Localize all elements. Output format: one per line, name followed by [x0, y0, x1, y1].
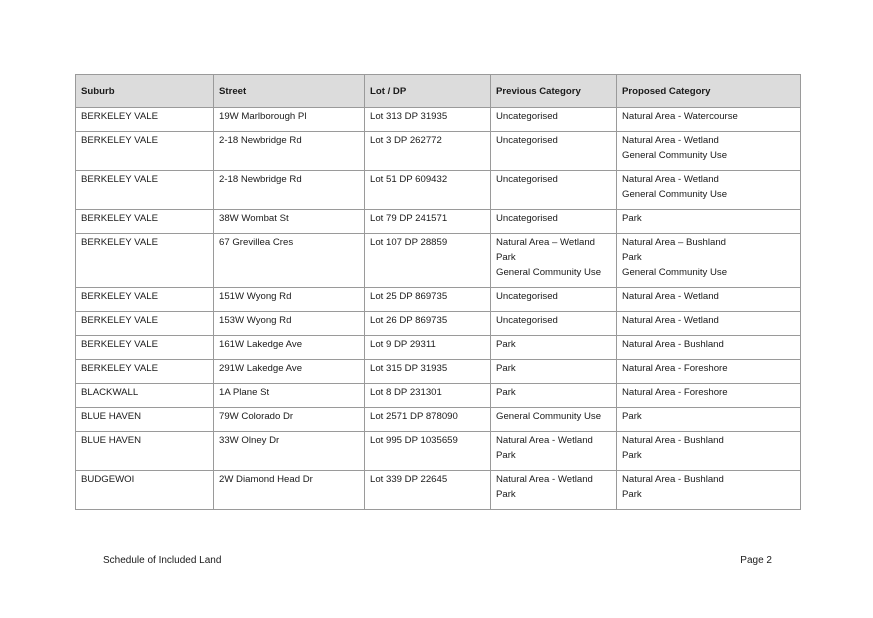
cell-text: BLUE HAVEN — [81, 411, 142, 422]
header-proposed-category: Proposed Category — [617, 75, 801, 108]
cell-text: Lot 107 DP 28859 — [370, 237, 448, 248]
cell-text: 33W Olney Dr — [219, 435, 280, 446]
cell-text: Park — [622, 411, 642, 422]
cell-text: 291W Lakedge Ave — [219, 363, 303, 374]
cell-text: Uncategorised — [496, 174, 558, 185]
cell-previous-category — [491, 312, 617, 336]
cell-text: Park — [496, 489, 516, 500]
cell-lot-dp — [365, 288, 491, 312]
cell-lot-dp — [365, 132, 491, 171]
cell-suburb — [76, 108, 214, 132]
cell-text: Lot 79 DP 241571 — [370, 213, 448, 224]
cell-text: Natural Area - Wetland — [496, 435, 593, 446]
cell-suburb — [76, 210, 214, 234]
header-lot-dp: Lot / DP — [365, 75, 491, 108]
footer-document-title: Schedule of Included Land — [103, 555, 222, 566]
table-body — [76, 108, 801, 510]
cell-text: Uncategorised — [496, 213, 558, 224]
cell-previous-category — [491, 132, 617, 171]
cell-text: Natural Area - Wetland — [622, 135, 719, 146]
cell-proposed-category — [617, 360, 801, 384]
table-row — [76, 360, 801, 384]
cell-suburb — [76, 360, 214, 384]
cell-previous-category — [491, 108, 617, 132]
cell-suburb — [76, 384, 214, 408]
cell-lot-dp — [365, 384, 491, 408]
cell-text: 19W Marlborough Pl — [219, 111, 307, 122]
cell-text: Park — [496, 387, 516, 398]
cell-text: Lot 51 DP 609432 — [370, 174, 448, 185]
cell-proposed-category — [617, 312, 801, 336]
cell-text: Natural Area - Foreshore — [622, 363, 728, 374]
cell-text: Natural Area – Wetland — [496, 237, 596, 248]
cell-street — [214, 432, 365, 471]
cell-street — [214, 408, 365, 432]
cell-previous-category — [491, 336, 617, 360]
table-row — [76, 336, 801, 360]
cell-previous-category — [491, 471, 617, 510]
cell-text: Natural Area - Watercourse — [622, 111, 738, 122]
cell-text: Lot 8 DP 231301 — [370, 387, 442, 398]
cell-text: 2-18 Newbridge Rd — [219, 174, 302, 185]
cell-text: BERKELEY VALE — [81, 339, 158, 350]
cell-proposed-category — [617, 171, 801, 210]
cell-text: Park — [496, 450, 516, 461]
cell-previous-category — [491, 234, 617, 288]
cell-previous-category — [491, 360, 617, 384]
cell-text: BERKELEY VALE — [81, 363, 158, 374]
cell-suburb — [76, 234, 214, 288]
cell-proposed-category — [617, 336, 801, 360]
cell-text: Natural Area - Bushland — [622, 435, 724, 446]
cell-suburb — [76, 336, 214, 360]
cell-text: 67 Grevillea Cres — [219, 237, 294, 248]
cell-street — [214, 171, 365, 210]
header-suburb: Suburb — [76, 75, 214, 108]
cell-text: Park — [622, 252, 642, 263]
cell-text: Uncategorised — [496, 135, 558, 146]
table-row — [76, 108, 801, 132]
cell-street — [214, 471, 365, 510]
header-street: Street — [214, 75, 365, 108]
cell-text: General Community Use — [622, 150, 728, 161]
cell-street — [214, 234, 365, 288]
cell-text: BLUE HAVEN — [81, 435, 142, 446]
cell-street — [214, 312, 365, 336]
cell-text: Park — [496, 363, 516, 374]
cell-suburb — [76, 408, 214, 432]
footer-page-number: Page 2 — [740, 555, 772, 566]
cell-lot-dp — [365, 432, 491, 471]
cell-text: Uncategorised — [496, 315, 558, 326]
cell-street — [214, 108, 365, 132]
cell-previous-category — [491, 171, 617, 210]
cell-text: Lot 26 DP 869735 — [370, 315, 448, 326]
cell-text: Uncategorised — [496, 111, 558, 122]
cell-text: General Community Use — [496, 267, 602, 278]
cell-previous-category — [491, 288, 617, 312]
cell-proposed-category — [617, 408, 801, 432]
cell-proposed-category — [617, 384, 801, 408]
cell-text: 151W Wyong Rd — [219, 291, 292, 302]
cell-text: BERKELEY VALE — [81, 213, 158, 224]
cell-text: BERKELEY VALE — [81, 315, 158, 326]
cell-text: Park — [496, 339, 516, 350]
table-row — [76, 210, 801, 234]
cell-text: Lot 9 DP 29311 — [370, 339, 436, 350]
cell-text: BERKELEY VALE — [81, 111, 158, 122]
cell-text: Natural Area - Wetland — [622, 174, 719, 185]
cell-street — [214, 210, 365, 234]
cell-suburb — [76, 171, 214, 210]
cell-street — [214, 384, 365, 408]
cell-text: Lot 315 DP 31935 — [370, 363, 448, 374]
cell-text: BERKELEY VALE — [81, 291, 158, 302]
cell-text: General Community Use — [496, 411, 602, 422]
cell-previous-category — [491, 384, 617, 408]
cell-text: Lot 339 DP 22645 — [370, 474, 448, 485]
cell-previous-category — [491, 210, 617, 234]
cell-text: General Community Use — [622, 267, 728, 278]
cell-proposed-category — [617, 132, 801, 171]
cell-lot-dp — [365, 234, 491, 288]
included-land-table — [75, 74, 801, 510]
cell-text: General Community Use — [622, 189, 728, 200]
cell-suburb — [76, 288, 214, 312]
cell-proposed-category — [617, 234, 801, 288]
table-header — [76, 75, 801, 108]
cell-lot-dp — [365, 312, 491, 336]
cell-previous-category — [491, 408, 617, 432]
cell-lot-dp — [365, 360, 491, 384]
cell-street — [214, 132, 365, 171]
header-previous-category: Previous Category — [491, 75, 617, 108]
table-header-row — [76, 75, 801, 108]
cell-previous-category — [491, 432, 617, 471]
cell-text: 79W Colorado Dr — [219, 411, 294, 422]
table-row — [76, 408, 801, 432]
cell-text: Park — [622, 213, 642, 224]
cell-text: 2-18 Newbridge Rd — [219, 135, 302, 146]
cell-lot-dp — [365, 108, 491, 132]
cell-proposed-category — [617, 210, 801, 234]
cell-text: Natural Area – Bushland — [622, 237, 726, 248]
cell-text: Natural Area - Wetland — [496, 474, 593, 485]
cell-text: Natural Area - Wetland — [622, 315, 719, 326]
cell-street — [214, 288, 365, 312]
cell-text: Natural Area - Wetland — [622, 291, 719, 302]
cell-suburb — [76, 432, 214, 471]
cell-lot-dp — [365, 471, 491, 510]
cell-suburb — [76, 132, 214, 171]
table-row — [76, 234, 801, 288]
cell-text: BERKELEY VALE — [81, 174, 158, 185]
table-row — [76, 171, 801, 210]
cell-lot-dp — [365, 408, 491, 432]
table-row — [76, 312, 801, 336]
table-row — [76, 384, 801, 408]
cell-street — [214, 336, 365, 360]
cell-text: Natural Area - Bushland — [622, 474, 724, 485]
cell-street — [214, 360, 365, 384]
cell-text: BERKELEY VALE — [81, 135, 158, 146]
cell-text: Lot 995 DP 1035659 — [370, 435, 458, 446]
cell-suburb — [76, 312, 214, 336]
cell-text: 1A Plane St — [219, 387, 270, 398]
cell-suburb — [76, 471, 214, 510]
cell-proposed-category — [617, 432, 801, 471]
cell-text: Lot 25 DP 869735 — [370, 291, 448, 302]
table-row — [76, 432, 801, 471]
cell-lot-dp — [365, 210, 491, 234]
cell-text: BLACKWALL — [81, 387, 139, 398]
cell-text: BERKELEY VALE — [81, 237, 158, 248]
cell-text: 161W Lakedge Ave — [219, 339, 303, 350]
cell-text: 2W Diamond Head Dr — [219, 474, 313, 485]
cell-text: Natural Area - Foreshore — [622, 387, 728, 398]
cell-text: Uncategorised — [496, 291, 558, 302]
cell-lot-dp — [365, 336, 491, 360]
cell-proposed-category — [617, 108, 801, 132]
table-row — [76, 288, 801, 312]
cell-proposed-category — [617, 471, 801, 510]
cell-text: Natural Area - Bushland — [622, 339, 724, 350]
cell-text: Park — [496, 252, 516, 263]
cell-text: Lot 2571 DP 878090 — [370, 411, 458, 422]
cell-text: BUDGEWOI — [81, 474, 135, 485]
cell-text: Park — [622, 450, 642, 461]
cell-text: Park — [622, 489, 642, 500]
cell-text: 153W Wyong Rd — [219, 315, 292, 326]
cell-proposed-category — [617, 288, 801, 312]
table-row — [76, 132, 801, 171]
cell-text: 38W Wombat St — [219, 213, 289, 224]
cell-text: Lot 313 DP 31935 — [370, 111, 448, 122]
cell-lot-dp — [365, 171, 491, 210]
cell-text: Lot 3 DP 262772 — [370, 135, 442, 146]
table-row — [76, 471, 801, 510]
